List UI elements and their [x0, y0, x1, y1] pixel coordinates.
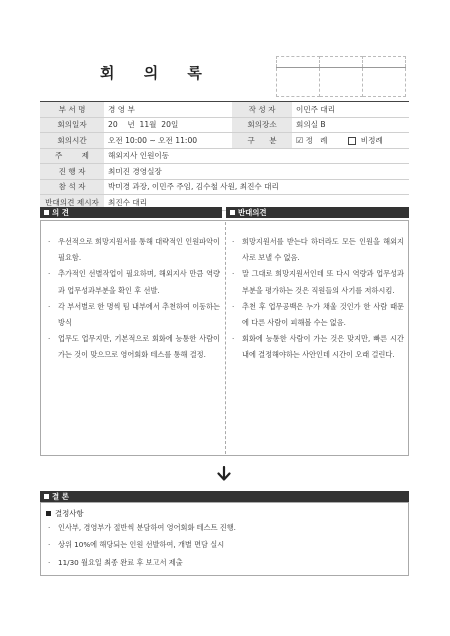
- opinion-item[interactable]: · 각 부서별로 한 명씩 팀 내부에서 추천하여 이동하는 방식: [48, 299, 220, 331]
- type-regular-label: 정 례: [305, 135, 328, 145]
- dissent-item[interactable]: · 추천 후 업무공백은 누가 채울 것인가 한 사람 때문에 다른 사람이 피해볼 수는 없음.: [232, 299, 404, 331]
- opinion-header: 의 견: [52, 208, 69, 217]
- meeting-info-table: [40, 101, 409, 211]
- approval-cell[interactable]: [320, 68, 363, 97]
- author-value[interactable]: 이민주 대리: [292, 102, 409, 118]
- type-irregular-checkbox[interactable]: [348, 137, 356, 145]
- type-label: 구 분: [232, 133, 292, 149]
- opposer-value[interactable]: 최진수 대리: [104, 195, 409, 211]
- dissent-list: [232, 234, 404, 364]
- conclusion-item[interactable]: · 인사부, 경영부가 절반씩 분담하여 영어회화 테스트 진행.: [48, 519, 236, 536]
- dept-label: 부 서 명: [40, 102, 104, 118]
- opinion-item[interactable]: · 업무도 업무지만, 기본적으로 회화에 능통한 사람이 가는 것이 맞으므로 영어회화 테스를 통해 결정.: [48, 331, 220, 363]
- square-bullet-icon: [230, 210, 235, 215]
- dissent-header-bar: [226, 207, 409, 218]
- host-value[interactable]: 최미진 경영실장: [104, 164, 409, 180]
- conclusion-subheader: [46, 508, 84, 519]
- opinion-divider: [225, 222, 226, 454]
- approval-signature-table: [276, 56, 406, 97]
- page-title: 회 의 록: [100, 64, 214, 82]
- attendees-value[interactable]: 박미경 과장, 이민주 주임, 김수철 사원, 최진수 대리: [104, 179, 409, 195]
- approval-cell[interactable]: [277, 57, 320, 68]
- time-value[interactable]: 오전 10:00 ~ 오전 11:00: [104, 133, 232, 149]
- subject-label: 주 제: [40, 148, 104, 164]
- square-bullet-icon: [44, 210, 49, 215]
- conclusion-header: 결 론: [52, 492, 69, 501]
- type-regular-checkbox[interactable]: ☑: [296, 135, 304, 145]
- square-bullet-icon: [44, 494, 49, 499]
- square-bullet-icon: [46, 511, 51, 516]
- type-irregular-label: 비정례: [360, 135, 383, 145]
- author-label: 작 성 자: [232, 102, 292, 118]
- dissent-item[interactable]: · 말 그대로 희망지원서인데 또 다시 역량과 업무성과 부분을 평가하는 것은 직원들의 사기를 저하시킴.: [232, 266, 404, 298]
- subject-value[interactable]: 해외지사 인원이동: [104, 148, 409, 164]
- conclusion-item[interactable]: · 11/30 월요일 최종 완료 후 보고서 제출: [48, 554, 236, 571]
- dept-value[interactable]: 경 영 부: [104, 102, 232, 118]
- conclusion-list: [48, 519, 236, 571]
- dissent-header: 반대의견: [238, 208, 267, 217]
- approval-cell[interactable]: [363, 57, 406, 68]
- time-label: 회의시간: [40, 133, 104, 149]
- opinion-header-bar: [40, 207, 222, 218]
- attendees-label: 참 석 자: [40, 179, 104, 195]
- date-label: 회의일자: [40, 117, 104, 133]
- dissent-item[interactable]: · 회화에 능통한 사람이 가는 것은 맞지만, 빠른 시간 내에 결정해야하는 사안인데 시간이 오래 걸린다.: [232, 331, 404, 363]
- conclusion-item[interactable]: · 상위 10%에 해당되는 인원 선발하여, 개별 면담 실시: [48, 536, 236, 553]
- place-value[interactable]: 회의실 B: [292, 117, 409, 133]
- arrow-down-icon: [216, 466, 232, 482]
- date-value[interactable]: 20 년 11월 20일: [104, 117, 232, 133]
- approval-cell[interactable]: [320, 57, 363, 68]
- approval-cell[interactable]: [363, 68, 406, 97]
- approval-cell[interactable]: [277, 68, 320, 97]
- conclusion-subheader-text: 결정사항: [55, 509, 84, 518]
- dissent-item[interactable]: · 희망지원서를 받는다 하더라도 모든 인원을 해외지사로 보낼 수 없음.: [232, 234, 404, 266]
- place-label: 회의장소: [232, 117, 292, 133]
- conclusion-header-bar: [40, 491, 409, 502]
- host-label: 진 행 자: [40, 164, 104, 180]
- type-options: [292, 133, 409, 149]
- opposer-label: 반대의견 제시자: [40, 195, 104, 211]
- opinion-item[interactable]: · 우선적으로 희망지원서를 통해 대략적인 인원파악이 필요함.: [48, 234, 220, 266]
- opinion-item[interactable]: · 추가적인 선별작업이 필요하며, 해외지사 만큼 역량과 업무성과부분을 확인 후 선발.: [48, 266, 220, 298]
- opinion-list: [48, 234, 220, 364]
